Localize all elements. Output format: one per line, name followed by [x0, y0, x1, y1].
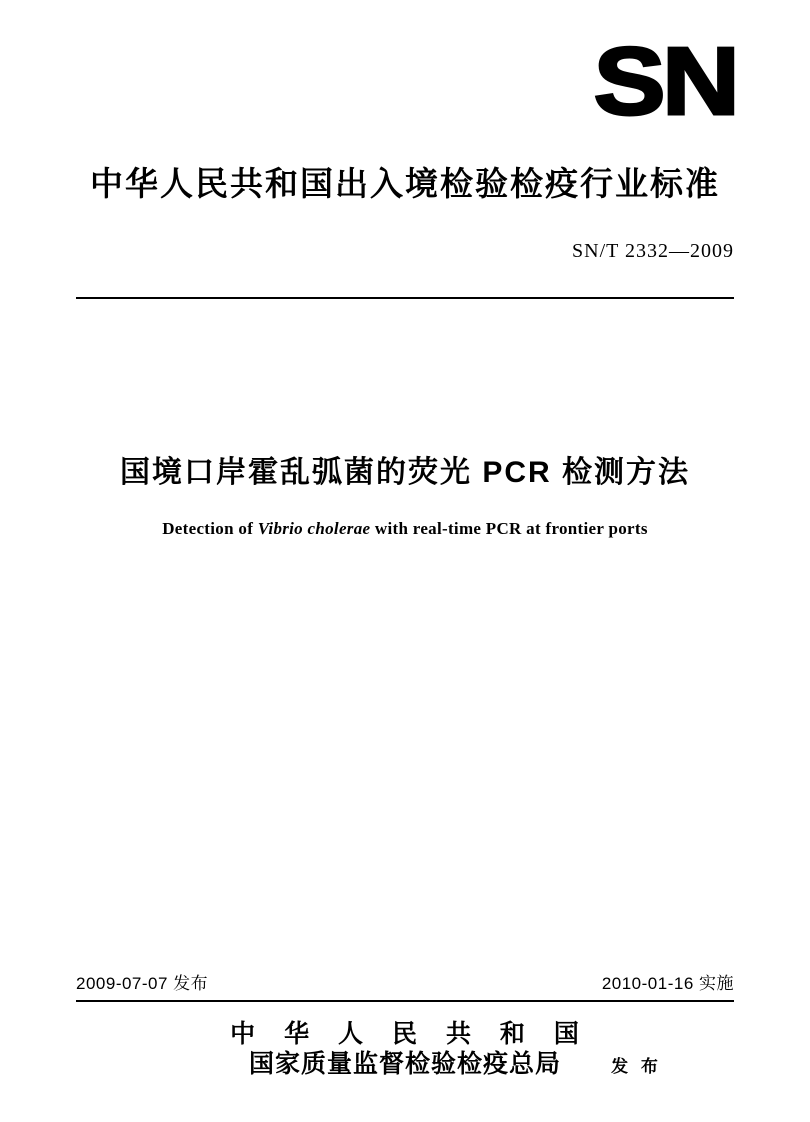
issuing-authority-heading: 中华人民共和国出入境检验检疫行业标准	[90, 165, 720, 202]
publish-verb: 发 布	[611, 1057, 662, 1076]
publisher-inner	[220, 1019, 662, 1079]
header-divider	[76, 297, 734, 299]
publisher-block	[0, 1019, 810, 1079]
publisher-line-1: 中 华 人 民 共 和 国	[230, 1020, 590, 1048]
title-english-suffix: with real-time PCR at frontier ports	[370, 519, 648, 538]
document-title-english	[0, 519, 810, 539]
publisher-line-2: 国家质量监督检验检疫总局	[248, 1050, 561, 1078]
footer-divider	[76, 1000, 734, 1002]
standard-number: SN/T 2332—2009	[572, 240, 734, 262]
title-english-prefix: Detection of	[162, 519, 258, 538]
effective-date: 2010-01-16 实施	[601, 974, 734, 993]
document-title-chinese: 国境口岸霍乱弧菌的荧光 PCR 检测方法	[119, 456, 690, 489]
sn-logo: SN	[593, 28, 736, 135]
title-english-species: Vibrio cholerae	[257, 519, 371, 538]
issue-date: 2009-07-07 发布	[76, 974, 209, 993]
